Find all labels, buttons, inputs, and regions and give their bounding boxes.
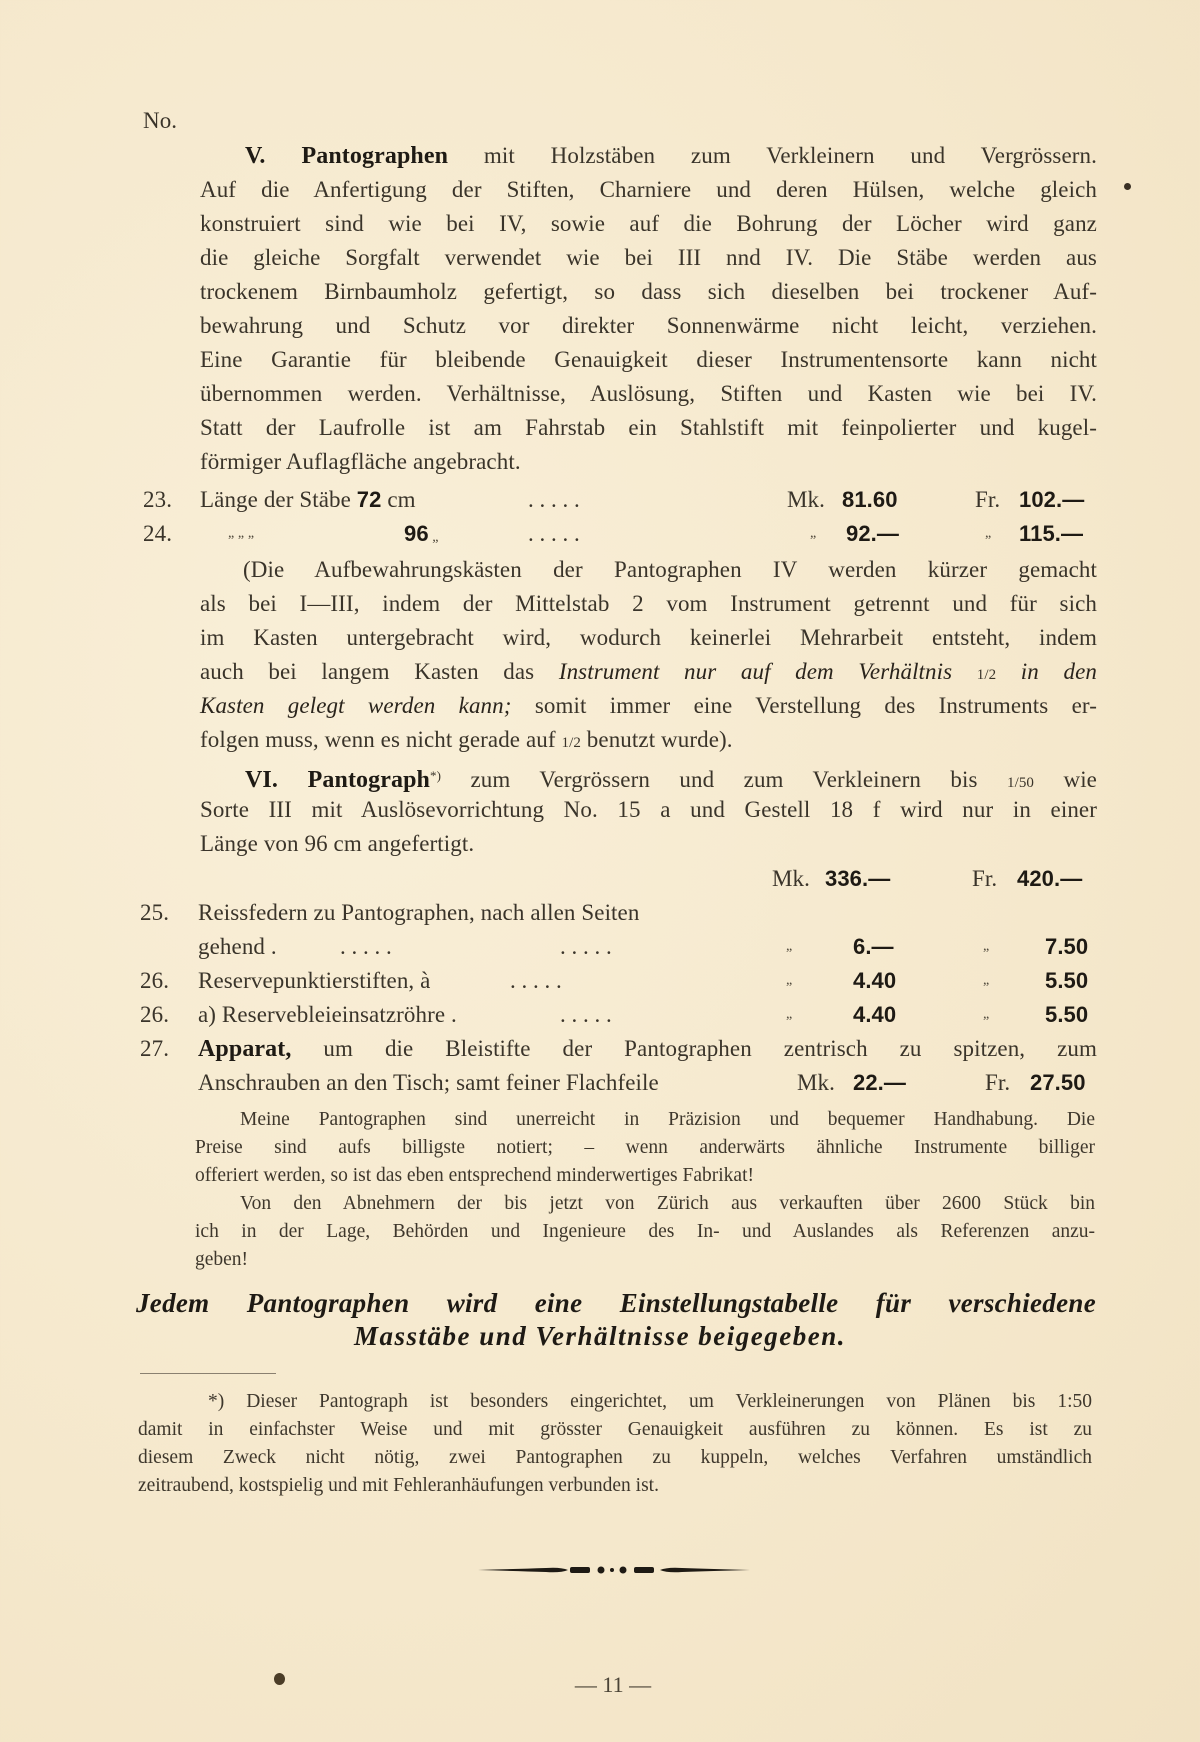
page-number: — 11 —	[574, 1672, 652, 1697]
note-line: im Kasten untergebracht wird, wodurch keinerlei Mehrarbeit entsteht, indem	[200, 625, 1097, 650]
item-title: Apparat,	[198, 1036, 292, 1062]
mk-label: „	[786, 973, 793, 988]
note-line: folgen muss, wenn es nicht gerade auf 1/2 benutzt wurde).	[200, 727, 733, 752]
price-fr: 5.50	[1045, 1002, 1089, 1027]
item-description: Länge der Stäbe	[200, 487, 357, 512]
section-v-line: bewahrung und Schutz vor direkter Sonnenwärme nicht leicht, verziehen.	[200, 313, 1097, 338]
leader-dots: . . . . .	[528, 521, 580, 546]
price-mk: 92.—	[846, 521, 899, 546]
remark-line: Preise sind aufs billigste notiert; – wenn anderwärts ähnliche Instrumente billiger	[195, 1137, 1095, 1158]
section-v-line: die gleiche Sorgfalt verwendet wie bei III nnd IV. Die Stäbe werden aus	[200, 245, 1097, 270]
item-number: 26.	[140, 1002, 170, 1027]
mk-label: Mk.	[787, 487, 826, 512]
number-column-label: No.	[143, 108, 178, 133]
mk-label: „	[786, 939, 793, 954]
fr-label: Fr.	[975, 487, 1001, 512]
remark-line: geben!	[195, 1249, 249, 1270]
section-v-line: förmiger Auflagfläche angebracht.	[200, 449, 521, 474]
scan-speck-icon	[274, 1673, 285, 1685]
remark-line: offeriert werden, so ist das eben entsprechend minderwertiges Fabrikat!	[195, 1165, 754, 1186]
leader-dots: . . . . .	[510, 968, 562, 993]
item-description: a) Reservebleieinsatzröhre .	[198, 1002, 457, 1027]
mk-label: „	[810, 526, 817, 541]
scan-speck-icon	[1124, 183, 1131, 190]
footnote-divider	[140, 1373, 276, 1374]
footnote-mark: *)	[430, 768, 442, 783]
item-description: Reissfedern zu Pantographen, nach allen Seiten	[198, 900, 640, 925]
announcement-line: Masstäbe und Verhältnisse beigegeben.	[353, 1321, 847, 1351]
mk-label: „	[786, 1007, 793, 1022]
leader-dots: . . . . .	[560, 1002, 612, 1027]
price-mk: 4.40	[853, 1002, 897, 1027]
leader-dots: . . . . .	[340, 934, 392, 959]
fr-label: Fr.	[972, 866, 998, 891]
section-v-line: mit Holzstäben zum Verkleinern und Vergrössern.	[448, 143, 1097, 168]
item-number: 27.	[140, 1036, 170, 1061]
item-length: 96	[404, 521, 429, 546]
fr-label: „	[983, 939, 990, 954]
item-unit: cm	[381, 487, 416, 512]
price-fr: 7.50	[1045, 934, 1089, 959]
footnote-line: diesem Zweck nicht nötig, zwei Pantographen zu kuppeln, welches Verfahren umständlich	[138, 1447, 1092, 1468]
footnote-line: damit in einfachster Weise und mit grösster Genauigkeit ausführen zu können. Es ist zu	[138, 1419, 1092, 1440]
item-description: gehend .	[198, 934, 277, 959]
leader-dots: . . . . .	[528, 487, 580, 512]
item-number: 25.	[140, 900, 170, 925]
price-fr: 420.—	[1017, 866, 1083, 891]
price-mk: 4.40	[853, 968, 897, 993]
section-v-line: Auf die Anfertigung der Stiften, Charniere und deren Hülsen, welche gleich	[200, 177, 1097, 202]
note-line: als bei I—III, indem der Mittelstab 2 vom Instrument getrennt und für sich	[200, 591, 1097, 616]
section-v-line: Statt der Laufrolle ist am Fahrstab ein Stahlstift mit feinpolierter und kugel-	[200, 415, 1097, 440]
fraction: 1/2	[561, 735, 581, 751]
note-line: (Die Aufbewahrungskästen der Pantographen IV werden kürzer gemacht	[243, 557, 1097, 582]
item-number: 24.	[143, 521, 173, 546]
price-mk: 22.—	[853, 1070, 906, 1095]
section-v-line: übernommen werden. Verhältnisse, Auslösung, Stiften und Kasten wie bei IV.	[200, 381, 1097, 406]
section-v-line: konstruiert sind wie bei IV, sowie auf die Bohrung der Löcher wird ganz	[200, 211, 1097, 236]
section-vi-line: Sorte III mit Auslösevorrichtung No. 15 a und Gestell 18 f wird nur in einer	[200, 797, 1097, 822]
price-mk: 6.—	[853, 934, 894, 959]
section-v-line: trockenem Birnbaumholz gefertigt, so dass sich dieselben bei trockener Auf-	[200, 279, 1097, 304]
item-number: 23.	[143, 487, 173, 512]
note-line: auch bei langem Kasten das Instrument nur auf dem Verhältnis 1/2 in den	[200, 659, 1097, 684]
item-length: 72	[356, 487, 382, 512]
price-mk: 81.60	[842, 487, 898, 512]
price-mk: 336.—	[825, 866, 891, 891]
price-fr: 5.50	[1045, 968, 1089, 993]
fr-label: Fr.	[985, 1070, 1011, 1095]
footnote-line: *) Dieser Pantograph ist besonders eingerichtet, um Verkleinerungen von Plänen bis 1:50	[208, 1391, 1092, 1412]
item-description: Anschrauben an den Tisch; samt feiner Flachfeile	[198, 1070, 659, 1095]
note-line: Kasten gelegt werden kann; somit immer eine Verstellung des Instruments er-	[200, 693, 1097, 718]
section-v-line: Eine Garantie für bleibende Genauigkeit dieser Instrumentensorte kann nicht	[200, 347, 1097, 372]
ornament-divider-icon	[476, 1562, 752, 1578]
fraction: 1/2	[976, 667, 997, 683]
announcement-line: Jedem Pantographen wird eine Einstellungstabelle für verschiedene	[136, 1288, 1096, 1318]
price-fr: 102.—	[1019, 487, 1085, 512]
remark-line: Meine Pantographen sind unerreicht in Präzision und bequemer Handhabung. Die	[240, 1109, 1095, 1130]
price-fr: 115.—	[1019, 521, 1084, 546]
remark-line: ich in der Lage, Behörden und Ingenieure des In- und Auslandes als Referenzen anzu-	[195, 1221, 1095, 1242]
leader-dots: . . . . .	[560, 934, 612, 959]
fr-label: „	[985, 526, 992, 541]
section-vi-title: VI. Pantograph	[245, 767, 431, 793]
item-description: Reservepunktierstiften, à	[198, 968, 431, 993]
section-v-title: V. Pantographen	[245, 143, 449, 169]
section-vi-line: Länge von 96 cm angefertigt.	[200, 831, 475, 856]
mk-label: Mk.	[797, 1070, 836, 1095]
item-unit: „	[428, 530, 439, 545]
mk-label: Mk.	[772, 866, 811, 891]
ditto-marks: „ „ „	[228, 526, 255, 541]
fr-label: „	[983, 973, 990, 988]
item-number: 26.	[140, 968, 170, 993]
fr-label: „	[983, 1007, 990, 1022]
remark-line: Von den Abnehmern der bis jetzt von Zürich aus verkauften über 2600 Stück bin	[240, 1193, 1095, 1214]
price-fr: 27.50	[1030, 1070, 1086, 1095]
footnote-line: zeitraubend, kostspielig und mit Fehleranhäufungen verbunden ist.	[138, 1475, 659, 1496]
fraction: 1/50	[1006, 775, 1035, 791]
